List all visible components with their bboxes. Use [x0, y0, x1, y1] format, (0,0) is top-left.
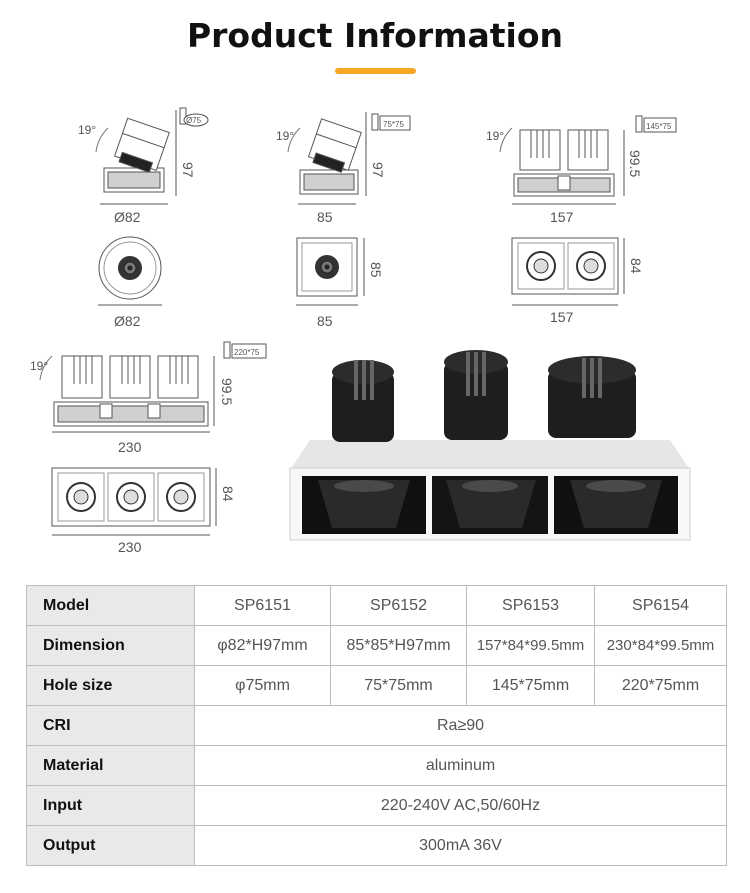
dimension-cell: 157*84*99.5mm	[467, 626, 595, 666]
table-row-output	[27, 826, 727, 866]
drawing-sp6154-bottom	[52, 468, 216, 535]
spec-table	[26, 585, 727, 866]
drawing-sp6152-bottom	[296, 238, 364, 305]
p3-height: 99.5	[627, 150, 643, 178]
table-row-input	[27, 786, 727, 826]
table-row-cri	[27, 706, 727, 746]
drawing-sp6153-bottom	[512, 238, 624, 305]
dimension-cell: φ82*H97mm	[195, 626, 331, 666]
hole-size-cell: φ75mm	[195, 666, 331, 706]
input-cell: 220-240V AC,50/60Hz	[195, 786, 727, 826]
material-cell: aluminum	[195, 746, 727, 786]
p3-angle: 19°	[486, 129, 505, 143]
p3-width: 157	[550, 209, 574, 225]
p4-hole: 220*75	[234, 348, 260, 357]
table-row-dimension	[27, 626, 727, 666]
hole-size-cell: 220*75mm	[595, 666, 727, 706]
p2-height: 97	[370, 162, 386, 178]
row-label-cri: CRI	[27, 706, 195, 746]
row-label-material: Material	[27, 746, 195, 786]
p2-width: 85	[317, 209, 333, 225]
p3-hole: 145*75	[646, 122, 672, 131]
hole-size-cell: 145*75mm	[467, 666, 595, 706]
drawing-sp6151-bottom	[98, 237, 162, 305]
p4-side: 84	[220, 486, 236, 502]
p1-angle: 19°	[78, 123, 97, 137]
p2-bottom: 85	[317, 313, 333, 329]
model-cell: SP6152	[331, 586, 467, 626]
p4-bottom: 230	[118, 539, 142, 555]
row-label-hole-size: Hole size	[27, 666, 195, 706]
model-cell: SP6151	[195, 586, 331, 626]
table-row-hole-size	[27, 666, 727, 706]
p1-bottom: Ø82	[114, 313, 141, 329]
row-label-output: Output	[27, 826, 195, 866]
output-cell: 300mA 36V	[195, 826, 727, 866]
page-title: Product Information	[186, 16, 564, 55]
p2-angle: 19°	[276, 129, 295, 143]
model-cell: SP6154	[595, 586, 727, 626]
dimension-cell: 85*85*H97mm	[331, 626, 467, 666]
cri-cell: Ra≥90	[195, 706, 727, 746]
p3-side: 84	[628, 258, 644, 274]
dimension-cell: 230*84*99.5mm	[595, 626, 727, 666]
p4-width: 230	[118, 439, 142, 455]
model-cell: SP6153	[467, 586, 595, 626]
p2-hole: 75*75	[383, 120, 404, 129]
row-label-dimension: Dimension	[27, 626, 195, 666]
row-label-input: Input	[27, 786, 195, 826]
row-label-model: Model	[27, 586, 195, 626]
p4-angle: 19°	[30, 359, 49, 373]
p1-hole: Ø75	[186, 116, 202, 125]
p3-bottom: 157	[550, 309, 574, 325]
p1-width: Ø82	[114, 209, 141, 225]
p4-height: 99.5	[219, 378, 235, 406]
table-row-model	[27, 586, 727, 626]
p1-height: 97	[180, 162, 196, 178]
product-photo	[290, 350, 690, 540]
p2-side: 85	[368, 262, 384, 278]
hole-size-cell: 75*75mm	[331, 666, 467, 706]
table-row-material	[27, 746, 727, 786]
